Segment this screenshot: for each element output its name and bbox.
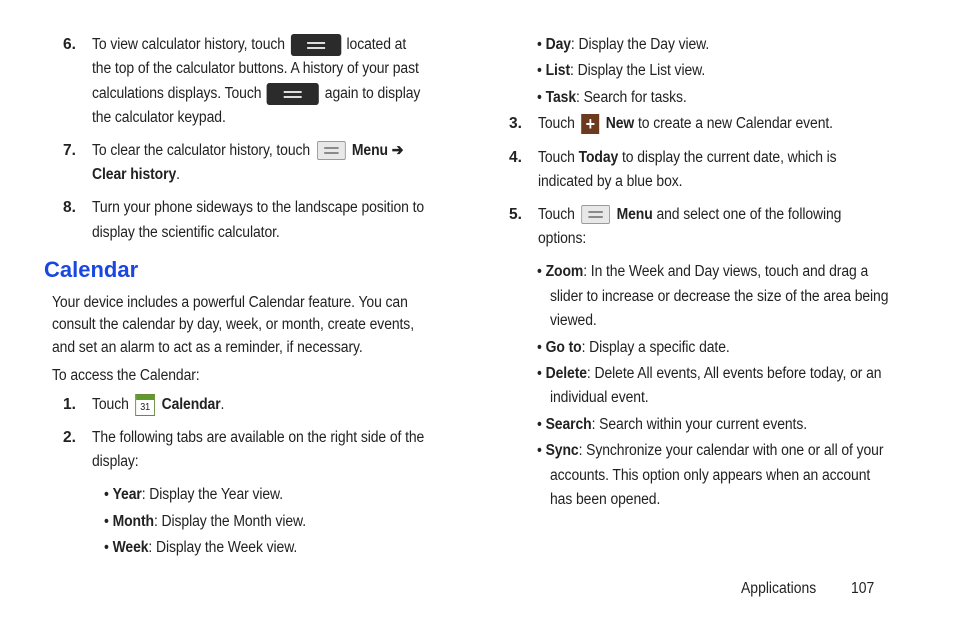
list-item: • Day: Display the Day view. [537,36,710,53]
step-number: 7. [63,142,76,159]
list-item: • Search: Search within your current events. [537,416,808,433]
text: calculations displays. Touch [92,85,262,102]
footer-section: Applications [741,580,817,597]
text: Turn your phone sideways to the landscape position to [92,199,425,216]
section-heading: Calendar [44,257,139,282]
calendar-icon: 31 [135,394,155,416]
text: To clear the calculator history, touch [92,142,311,159]
text: viewed. [550,312,597,329]
text: again to display [324,85,421,102]
text: . [176,166,180,183]
step-number: 5. [509,206,522,223]
text: has been opened. [550,491,661,508]
list-item: • Sync: Synchronize your calendar with one or all of your [537,442,884,459]
text: the calculator keypad. [92,109,226,126]
text: accounts. This option only appears when an account [550,467,871,484]
arrow-icon: ➔ [391,142,404,159]
menu-icon [317,141,346,160]
text: individual event. [550,389,649,406]
today-label: Today [578,149,619,166]
list-item: • Month: Display the Month view. [104,513,307,530]
calendar-label: Calendar [161,396,221,413]
text: Your device includes a powerful Calendar feature. You can [52,294,408,311]
menu-label: Menu [351,142,388,159]
list-item: • Delete: Delete All events, All events before today, or an [537,365,882,382]
list-item: • Zoom: In the Week and Day views, touch and drag a [537,263,869,280]
menu-icon [581,205,610,224]
list-item: • Week: Display the Week view. [104,539,298,556]
access-text: To access the Calendar: [52,367,200,384]
text: indicated by a blue box. [538,173,683,190]
text: display: [92,453,139,470]
history-button-icon [291,34,341,56]
history-button-icon [267,83,319,105]
text: consult the calendar by day, week, or month, create events, [52,316,414,333]
text: Touch [92,396,129,413]
new-label: New [605,115,635,132]
text: the top of the calculator buttons. A history of your past [92,60,419,77]
plus-icon: + [581,114,599,134]
step-number: 3. [509,115,522,132]
clear-history-label: Clear history [92,166,177,183]
list-item: • List: Display the List view. [537,62,706,79]
text: The following tabs are available on the right side of the [92,429,425,446]
page-number: 107 [851,580,875,597]
text: To view calculator history, touch [92,36,285,53]
text: display the scientific calculator. [92,224,280,241]
list-item: • Task: Search for tasks. [537,89,687,106]
text: slider to increase or decrease the size of the area being [550,288,889,305]
menu-label: Menu [616,206,653,223]
text: and set an alarm to act as a reminder, if necessary. [52,339,363,356]
step-number: 6. [63,36,76,53]
step-number: 1. [63,396,76,413]
text: . [220,396,225,413]
step-number: 4. [509,149,522,166]
list-item: • Go to: Display a specific date. [537,339,730,356]
text: located at [346,36,407,53]
step-number: 2. [63,429,76,446]
list-item: • Year: Display the Year view. [104,486,284,503]
text: options: [538,230,587,247]
step-number: 8. [63,199,76,216]
